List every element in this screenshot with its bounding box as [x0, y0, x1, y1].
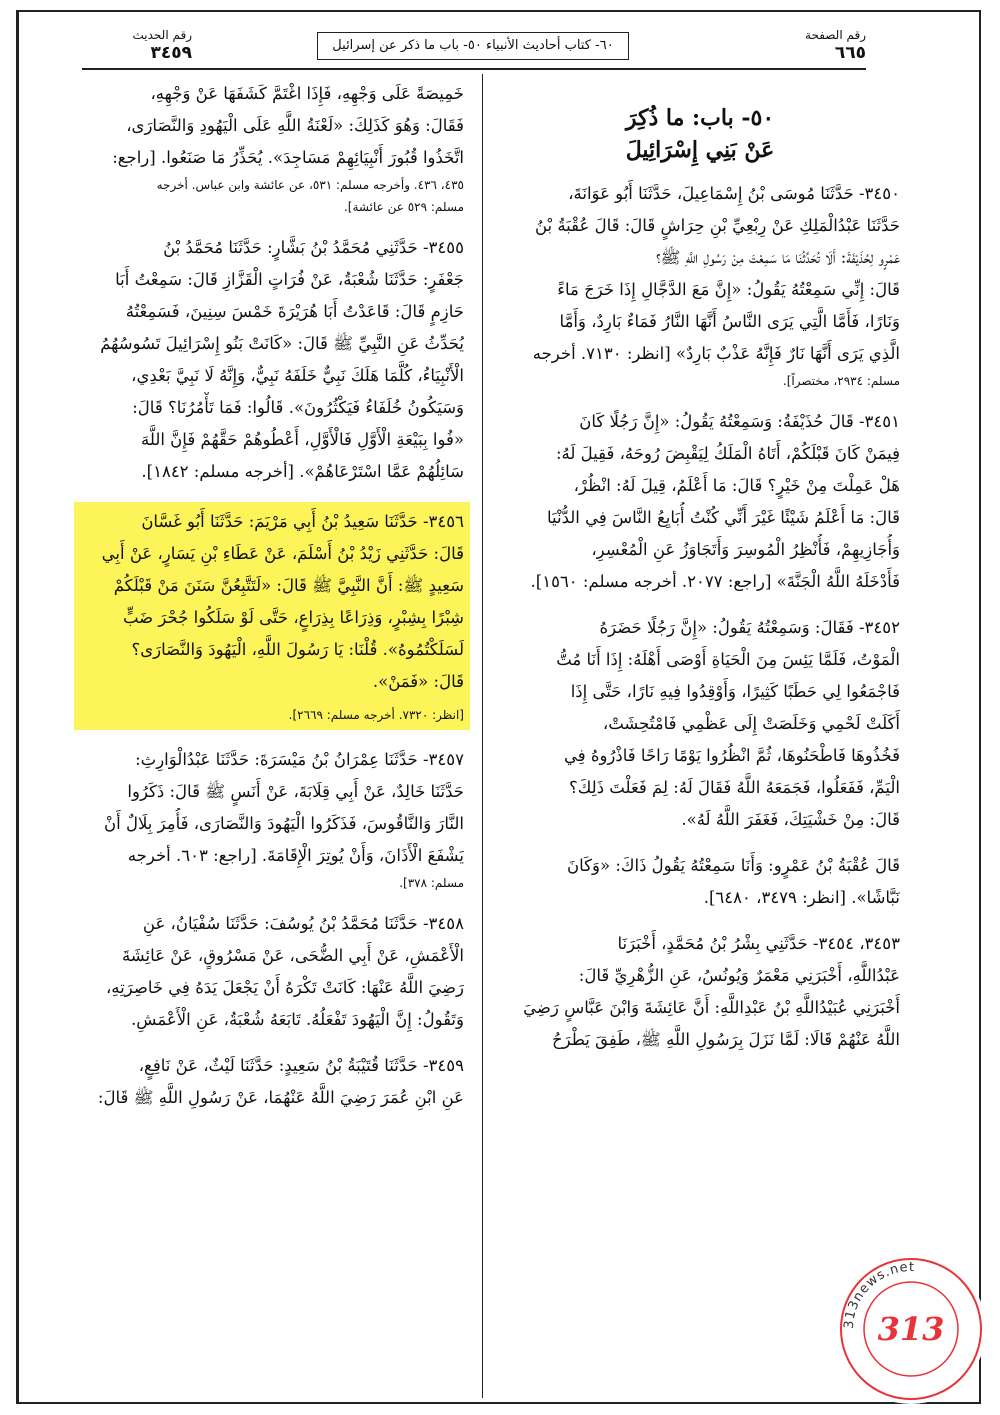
hadith-line: فِيمَنْ كَانَ قَبْلَكُمْ، أَتَاهُ الْمَلَكُ لِيَقْبِضَ رُوحَهُ، فَقِيلَ لَهُ:: [555, 444, 900, 463]
column-divider: [482, 74, 483, 1398]
hadith-line: فَاجْمَعُوا لِي حَطَبًا كَثِيرًا، وَأَوْقِدُوا فِيهِ نَارًا، حَتَّى إِذَا: [570, 682, 900, 701]
hadith-line: شِبْرًا بِشِبْرٍ، وَذِرَاعًا بِذِرَاعٍ، حَتَّى لَوْ سَلَكُوا جُحْرَ ضَبٍّ: [122, 608, 464, 627]
hadith-line: قَالَ: حَدَّثَنِي زَيْدُ بْنُ أَسْلَمَ، عَنْ عَطَاءِ بْنِ يَسَارٍ، عَنْ أَبِي: [101, 544, 464, 563]
hadith-block: [500, 612, 900, 836]
hadith-reference-note: [انظر: ٧٣٢٠. أخرجه مسلم: ٢٦٦٩].: [288, 708, 464, 722]
hadith-line: أَكَلَتْ لَحْمِي وَخَلَصَتْ إِلَى عَظْمِي فَامْتُحِشَتْ،: [602, 714, 900, 733]
chapter-title-line: عَنْ بَنِي إِسْرَائِيلَ: [625, 137, 775, 163]
hadith-line: وَتَقُولُ: إِنَّ الْيَهُودَ تَفْعَلُهُ. تَابَعَهُ شُعْبَةُ، عَنِ الْأَعْمَشِ.: [131, 1010, 464, 1029]
hadith-line: ٣٤٥٨- حَدَّثَنَا مُحَمَّدُ بْنُ يُوسُفَ: حَدَّثَنَا سُفْيَانُ، عَنِ: [142, 914, 464, 933]
stamp-number: 313: [877, 1310, 945, 1348]
hadith-line: نَبَّاشًا». [انظر: ٣٤٧٩، ٦٤٨٠].: [703, 888, 900, 907]
page-number: ٦٦٥: [834, 43, 866, 63]
hadith-line: فَقَالَ: وَهُوَ كَذَلِكَ: «لَعْنَةُ اللَّهِ عَلَى الْيَهُودِ وَالنَّصَارَى،: [126, 116, 464, 135]
hadith-block: [82, 908, 464, 1036]
hadith-reference-note: مسلم: ٢٩٣٤، مختصراً].: [782, 374, 900, 388]
hadith-line: لَسَلَكْتُمُوهُ». قُلْنَا: يَا رَسُولَ اللَّهِ، الْيَهُودَ وَالنَّصَارَى؟: [131, 640, 464, 659]
chapter-title-line: ٥٠- باب: ما ذُكِرَ: [625, 105, 775, 131]
hadith-line: وَنَارًا، فَأَمَّا الَّتِي يَرَى النَّاسُ أَنَّهَا النَّارُ فَمَاءٌ بَارِدٌ، وَأَمَّا: [559, 312, 900, 331]
hadith-block: [82, 232, 464, 488]
hadith-line: فَخُذُوهَا فَاطْحَنُوهَا، ثُمَّ انْظُرُوا يَوْمًا رَاحًا فَاذْرُوهُ فِي: [563, 746, 900, 765]
hadith-block: [500, 928, 900, 1056]
hadith-line: الَّذِي يَرَى أَنَّهَا نَارٌ فَإِنَّهُ عَذْبٌ بَارِدٌ» [انظر: ٧١٣٠. أخرجه: [532, 344, 900, 363]
hadith-number: ٣٤٥٩: [150, 43, 192, 63]
hadith-line: ٣٤٥٥- حَدَّثَنِي مُحَمَّدُ بْنُ بَشَّارٍ: حَدَّثَنَا مُحَمَّدُ بْنُ: [163, 238, 464, 257]
hadith-line: النَّارَ وَالنَّاقُوسَ، فَذَكَرُوا الْيَهُودَ وَالنَّصَارَى، فَأُمِرَ بِلَالٌ أَنْ: [104, 814, 464, 833]
hadith-line: وَأُجَازِيهِمْ، فَأُنْظِرُ الْمُوسِرَ وَأَتَجَاوَزُ عَنِ الْمُعْسِرِ،: [591, 540, 900, 559]
hadith-line: خَمِيصَةً عَلَى وَجْهِهِ، فَإِذَا اغْتَمَّ كَشَفَهَا عَنْ وَجْهِهِ،: [150, 84, 464, 103]
chapter-title: [500, 102, 900, 166]
hadith-number-box: [82, 26, 192, 66]
hadith-line: حَدَّثَنَا خَالِدٌ، عَنْ أَبِي قِلَابَةَ، عَنْ أَنَسٍ ﷺ قَالَ: ذَكَرُوا: [127, 782, 464, 801]
hadith-line: الْأَعْمَشِ، عَنْ أَبِي الضُّحَى، عَنْ مَسْرُوقٍ، عَنْ عَائِشَةَ: [121, 946, 464, 965]
hadith-line: الْأَنْبِيَاءُ، كُلَّمَا هَلَكَ نَبِيٌّ خَلَفَهُ نَبِيٌّ، وَإِنَّهُ لَا نَبِيَّ بَعْدِي،: [131, 366, 464, 385]
hadith-line: قَالَ: مَا أَعْلَمُ شَيْئًا غَيْرَ أَنِّي كُنْتُ أُبَايِعُ النَّاسَ فِي الدُّنْيَا: [547, 508, 900, 527]
running-title: ٦٠- كتاب أحاديث الأنبياء ٥٠- باب ما ذكر عن إسرائيل: [317, 32, 629, 60]
hadith-line: عَبْدُاللَّهِ، أَخْبَرَنِي مَعْمَرٌ وَيُونُسُ، عَنِ الزُّهْرِيِّ قَالَ:: [578, 966, 900, 985]
stamp-ring-text: 313news.net: [841, 1259, 916, 1330]
hadith-reference-note: ٤٣٥، ٤٣٦. وأخرجه مسلم: ٥٣١، عن عائشة وابن عباس. أخرجه: [156, 178, 464, 192]
hadith-line: وَسَيَكُونُ خُلَفَاءُ فَيَكْثُرُونَ». قَالُوا: فَمَا تَأْمُرُنَا؟ قَالَ:: [132, 398, 464, 417]
hadith-block: [500, 178, 900, 392]
hadith-block: [500, 850, 900, 914]
hadith-line: حَازِمٍ قَالَ: قَاعَدْتُ أَبَا هُرَيْرَةَ خَمْسَ سِنِينَ، فَسَمِعْتُهُ: [125, 302, 464, 321]
page-header: [82, 26, 866, 70]
hadith-line: ٣٤٥٩- حَدَّثَنَا قُتَيْبَةُ بْنُ سَعِيدٍ: حَدَّثَنَا لَيْثٌ، عَنْ نَافِعٍ،: [138, 1056, 464, 1075]
hadith-line: ٣٤٥٧- حَدَّثَنَا عِمْرَانُ بْنُ مَيْسَرَةَ: حَدَّثَنَا عَبْدُالْوَارِثِ:: [135, 750, 464, 769]
hadith-line: ٣٤٥٦- حَدَّثَنَا سَعِيدُ بْنُ أَبِي مَرْيَمَ: حَدَّثَنَا أَبُو غَسَّانَ: [141, 512, 464, 531]
hadith-block: [500, 406, 900, 598]
hadith-line: قَالَ: مِنْ خَشْيَتِكَ، فَغَفَرَ اللَّهُ لَهُ».: [681, 810, 900, 829]
hadith-line: عَمْرٍو لِحُذَيْفَةَ: أَلَا تُحَدِّثُنَا مَا سَمِعْتَ مِنْ رَسُولِ اللَّهِ ﷺ؟: [655, 248, 900, 267]
hadith-block: [82, 744, 464, 894]
hadith-line: عَنِ ابْنِ عُمَرَ رَضِيَ اللَّهُ عَنْهُمَا، عَنْ رَسُولِ اللَّهِ ﷺ قَالَ:: [97, 1088, 464, 1107]
hadith-line: هَلْ عَمِلْتَ مِنْ خَيْرٍ؟ قَالَ: مَا أَعْلَمُ، قِيلَ لَهُ: انْظُرْ،: [573, 476, 900, 495]
hadith-line: ٣٤٥٠- حَدَّثَنَا مُوسَى بْنُ إِسْمَاعِيلَ، حَدَّثَنَا أَبُو عَوَانَةَ،: [568, 184, 900, 203]
hadith-line: ٣٤٥١- قَالَ حُذَيْفَةُ: وَسَمِعْتُهُ يَقُولُ: «إِنَّ رَجُلًا كَانَ: [579, 412, 900, 431]
hadith-block: [82, 78, 464, 218]
page-number-label: رقم الصفحة: [805, 28, 866, 42]
hadith-reference-note: مسلم: ٣٧٨].: [399, 876, 464, 890]
hadith-number-label: رقم الحديث: [132, 28, 192, 42]
hadith-line: قَالَ عُقْبَةُ بْنُ عَمْرٍو: وَأَنَا سَمِعْتُهُ يَقُولُ ذَاكَ: «وَكَانَ: [567, 856, 900, 875]
hadith-line: «فُوا بِبَيْعَةِ الْأَوَّلِ فَالْأَوَّلِ، أَعْطُوهُمْ حَقَّهُمْ فَإِنَّ اللَّهَ: [141, 430, 464, 449]
hadith-block: [82, 1050, 464, 1114]
hadith-reference-note: مسلم: ٥٢٩ عن عائشة].: [343, 200, 464, 214]
hadith-line: قَالَ: «فَمَنْ».: [372, 672, 464, 691]
hadith-line: الْيَمِّ، فَفَعَلُوا، فَجَمَعَهُ اللَّهُ فَقَالَ لَهُ: لِمَ فَعَلْتَ ذَلِكَ؟: [569, 778, 900, 797]
hadith-line: رَضِيَ اللَّهُ عَنْهَا: كَانَتْ تَكْرَهُ أَنْ يَجْعَلَ يَدَهُ فِي خَاصِرَتِهِ،: [105, 978, 464, 997]
hadith-line: قَالَ: إِنِّي سَمِعْتُهُ يَقُولُ: «إِنَّ مَعَ الدَّجَّالِ إِذَا خَرَجَ مَاءً: [557, 280, 900, 299]
hadith-line: يُحَدِّثُ عَنِ النَّبِيِّ ﷺ قَالَ: «كَانَتْ بَنُو إِسْرَائِيلَ تَسُوسُهُمُ: [100, 334, 464, 353]
hadith-line: فَأَدْخَلَهُ اللَّهُ الْجَنَّةَ» [راجع: ٢٠٧٧. أخرجه مسلم: ١٥٦٠].: [530, 572, 900, 591]
right-column: [500, 78, 900, 1398]
hadith-line: حَدَّثَنَا عَبْدُالْمَلِكِ عَنْ رِبْعِيِّ بْنِ حِرَاشٍ قَالَ: قَالَ عُقْبَةُ بْنُ: [534, 216, 900, 235]
hadith-line: اتَّخَذُوا قُبُورَ أَنْبِيَائِهِمْ مَسَاجِدَ». يُحَذِّرُ مَا صَنَعُوا. [راجع:: [112, 148, 464, 167]
hadith-line: الْمَوْتُ، فَلَمَّا يَئِسَ مِنَ الْحَيَاةِ أَوْصَى أَهْلَهُ: إِذَا أَنَا مُتُّ: [556, 650, 900, 669]
hadith-line: ٣٤٥٢- فَقَالَ: وَسَمِعْتُهُ يَقُولُ: «إِنَّ رَجُلًا حَضَرَهُ: [599, 618, 900, 637]
highlighted-hadith: [74, 502, 470, 730]
page-number-box: [756, 26, 866, 66]
watermark-stamp: [836, 1254, 986, 1404]
hadith-line: سَائِلُهُمْ عَمَّا اسْتَرْعَاهُمْ». [أخرجه مسلم: ١٨٤٢].: [141, 462, 464, 481]
hadith-line: اللَّهُ عَنْهُمْ قَالَا: لَمَّا نَزَلَ بِرَسُولِ اللَّهِ ﷺ، طَفِقَ يَطْرَحُ: [551, 1030, 900, 1049]
hadith-line: أَخْبَرَنِي عُبَيْدُاللَّهِ بْنُ عَبْدِاللَّهِ: أَنَّ عَائِشَةَ وَابْنَ عَبَّاسٍ رَضِيَ: [523, 998, 900, 1017]
hadith-line: جَعْفَرٍ: حَدَّثَنَا شُعْبَةُ، عَنْ فُرَاتٍ الْقَزَّازِ قَالَ: سَمِعْتُ أَبَا: [115, 270, 464, 289]
stamp-icon: [836, 1254, 986, 1404]
hadith-line: ٣٤٥٣، ٣٤٥٤- حَدَّثَنِي بِشْرُ بْنُ مُحَمَّدٍ، أَخْبَرَنَا: [617, 934, 900, 953]
hadith-line: يَشْفَعَ الْأَذَانَ، وَأَنْ يُوتِرَ الْإِقَامَةَ. [راجع: ٦٠٣. أخرجه: [127, 846, 464, 865]
hadith-line: سَعِيدٍ ﷺ: أَنَّ النَّبِيَّ ﷺ قَالَ: «لَتَتَّبِعُنَّ سَنَنَ مَنْ قَبْلَكُمْ: [113, 576, 464, 595]
left-column: [82, 78, 464, 1398]
